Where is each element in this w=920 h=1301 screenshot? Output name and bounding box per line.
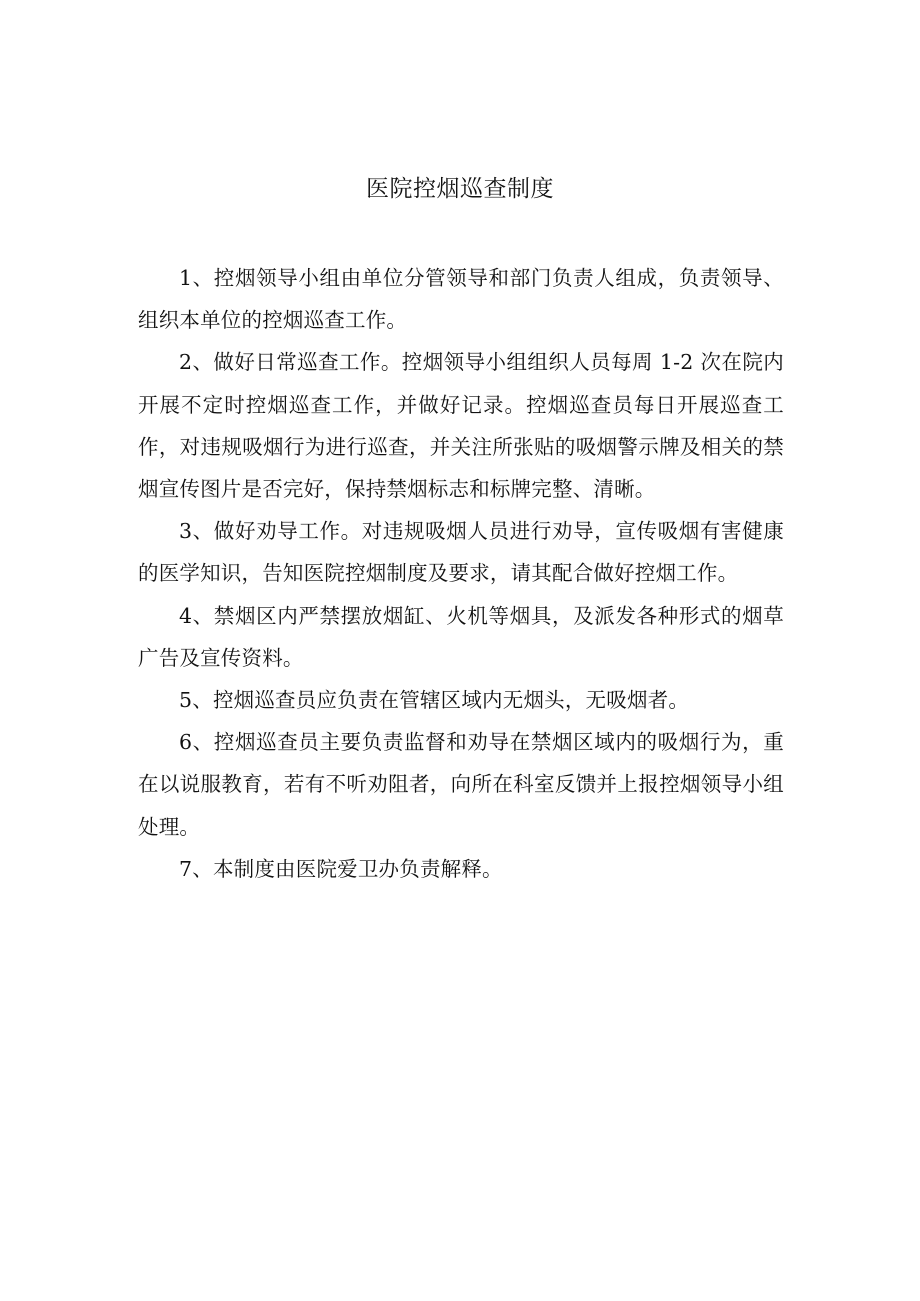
paragraph-5: 5、控烟巡查员应负责在管辖区域内无烟头，无吸烟者。 [179, 688, 690, 713]
paragraph-3: 3、做好劝导工作。对违规吸烟人员进行劝导，宣传吸烟有害健康的医学知识，告知医院控烟制度及要求，请其配合做好控烟工作。 [138, 519, 784, 586]
paragraph-6: 6、控烟巡查员主要负责监督和劝导在禁烟区域内的吸烟行为，重在以说服教育，若有不听劝阻者，向所在科室反馈并上报控烟领导小组处理。 [138, 730, 784, 839]
document-title: 医院控烟巡查制度 [366, 176, 554, 202]
paragraph-7: 7、本制度由医院爱卫办负责解释。 [179, 856, 503, 881]
paragraph-1: 1、控烟领导小组由单位分管领导和部门负责人组成，负责领导、组织本单位的控烟巡查工作。 [138, 266, 784, 333]
paragraph-2: 2、做好日常巡查工作。控烟领导小组组织人员每周 1-2 次在院内开展不定时控烟巡查工作，并做好记录。控烟巡查员每日开展巡查工作，对违规吸烟行为进行巡查，并关注所张贴的吸烟警示牌及相关的禁烟宣传图片是否完好，保持禁烟标志和标牌完整、清晰。 [138, 350, 784, 502]
paragraph-4: 4、禁烟区内严禁摆放烟缸、火机等烟具，及派发各种形式的烟草广告及宣传资料。 [138, 603, 784, 670]
document-body [138, 257, 784, 890]
